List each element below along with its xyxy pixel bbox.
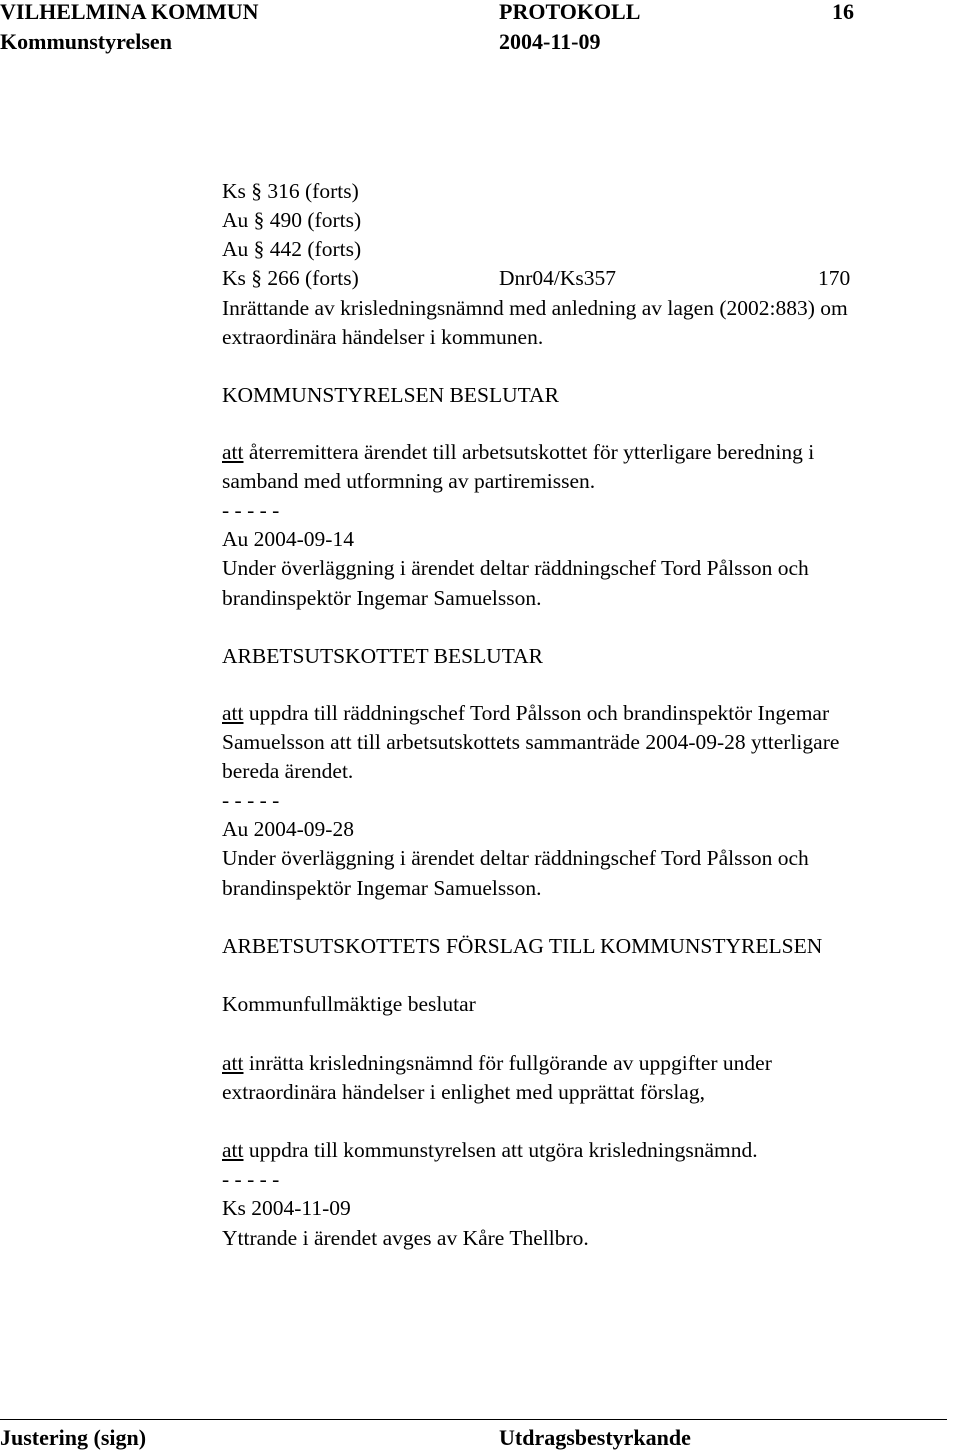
case-ref-au-442: Au § 442 (forts) (222, 237, 362, 261)
ks-1109-line1: Yttrande i ärendet avges av Kåre Thellbro. (222, 1226, 589, 1250)
case-ref-ks-316: Ks § 316 (forts) (222, 179, 359, 203)
att-keyword: att (222, 440, 244, 464)
case-title-line2: extraordinära händelser i kommunen. (222, 325, 544, 349)
au-proposal-subheading: Kommunfullmäktige beslutar (222, 992, 476, 1016)
ks-1109-heading: Ks 2004-11-09 (222, 1196, 351, 1220)
document-type: PROTOKOLL (499, 0, 641, 24)
meeting-date: 2004-11-09 (499, 29, 601, 54)
au-proposal-heading: ARBETSUTSKOTTETS FÖRSLAG TILL KOMMUNSTYRELSEN (222, 934, 823, 958)
municipality-name: VILHELMINA KOMMUN (0, 0, 259, 24)
proposal-item1-line1 (222, 1049, 772, 1077)
footer-rule (0, 1419, 947, 1420)
page-number: 16 (832, 0, 854, 24)
au-0928-heading: Au 2004-09-28 (222, 817, 354, 841)
ks-decision-line2: samband med utformning av partiremissen. (222, 469, 596, 493)
footer-utdrag-label: Utdragsbestyrkande (499, 1425, 691, 1450)
att-keyword: att (222, 1138, 244, 1162)
diarie-number: Dnr04/Ks357 (499, 266, 617, 290)
au-0928-line2: brandinspektör Ingemar Samuelsson. (222, 876, 542, 900)
paragraph-number: 170 (818, 266, 851, 290)
au-0928-line1: Under överläggning i ärendet deltar räddningschef Tord Pålsson och (222, 846, 809, 870)
att-keyword: att (222, 1051, 244, 1075)
body-name: Kommunstyrelsen (0, 29, 172, 54)
au-decision-text1: uppdra till räddningschef Tord Pålsson och brandinspektör Ingemar (248, 701, 830, 725)
proposal-item2-line1 (222, 1136, 758, 1164)
att-keyword: att (222, 701, 244, 725)
au-0914-heading: Au 2004-09-14 (222, 527, 354, 551)
separator: - - - - - (222, 1167, 280, 1191)
case-ref-au-490: Au § 490 (forts) (222, 208, 362, 232)
au-0914-line2: brandinspektör Ingemar Samuelsson. (222, 586, 542, 610)
au-decision-heading: ARBETSUTSKOTTET BESLUTAR (222, 644, 543, 668)
proposal-item1-line2: extraordinära händelser i enlighet med upprättat förslag, (222, 1080, 705, 1104)
au-decision-line2: Samuelsson att till arbetsutskottets sammanträde 2004-09-28 ytterligare (222, 730, 840, 754)
au-0914-line1: Under överläggning i ärendet deltar räddningschef Tord Pålsson och (222, 556, 809, 580)
au-decision-line1 (222, 699, 829, 727)
case-title-line1: Inrättande av krisledningsnämnd med anledning av lagen (2002:883) om (222, 296, 848, 320)
case-ref-ks-266: Ks § 266 (forts) (222, 266, 359, 290)
proposal-item1-text1: inrätta krisledningsnämnd för fullgörande av uppgifter under (248, 1051, 772, 1075)
separator: - - - - - (222, 788, 280, 812)
ks-decision-text1: återremittera ärendet till arbetsutskottet för ytterligare beredning i (248, 440, 815, 464)
proposal-item2-text1: uppdra till kommunstyrelsen att utgöra krisledningsnämnd. (248, 1138, 758, 1162)
separator: - - - - - (222, 498, 280, 522)
au-decision-line3: bereda ärendet. (222, 759, 354, 783)
ks-decision-line1 (222, 438, 814, 466)
footer-justering-label: Justering (sign) (0, 1425, 147, 1450)
ks-decision-heading: KOMMUNSTYRELSEN BESLUTAR (222, 383, 559, 407)
